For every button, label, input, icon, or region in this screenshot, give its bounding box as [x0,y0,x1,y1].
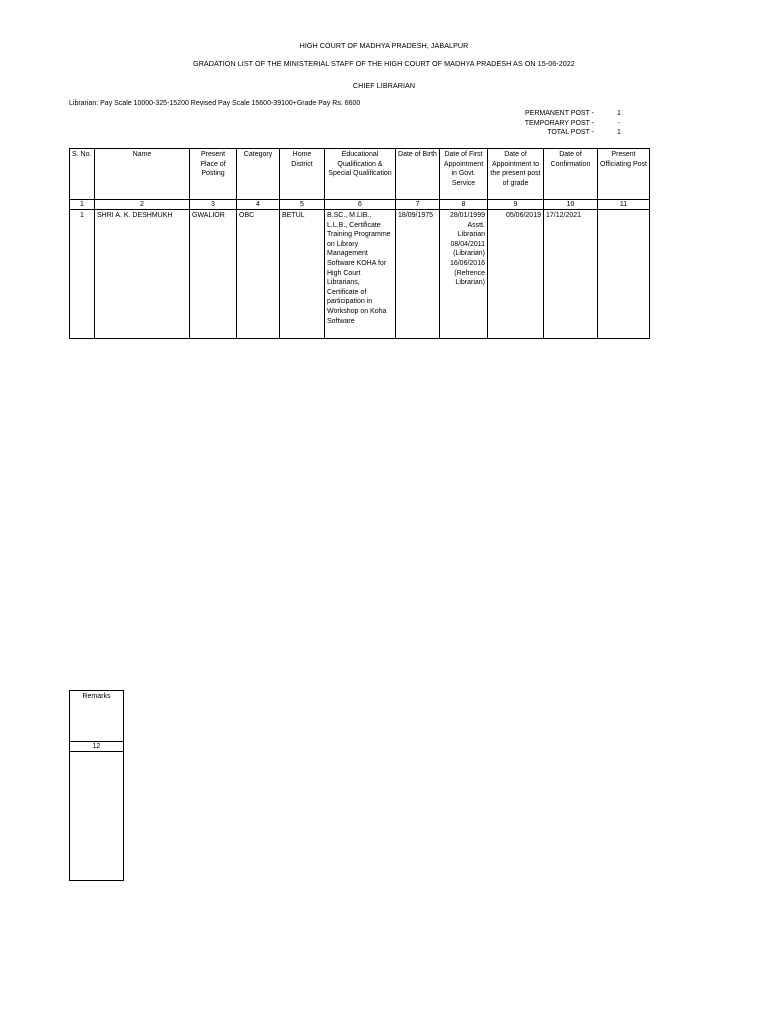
remarks-column-number: 12 [70,742,124,752]
table-row [70,210,650,339]
cell-first-appointment: 28/01/1999 Asstt. Librarian 08/04/2011 (Librarian) 16/06/2016 (Refrence Librarian) [440,210,488,339]
header-present-post-date: Date of Appointment to the present post of grade [488,149,544,200]
remarks-cell [70,752,124,881]
col-number: 8 [440,200,488,210]
total-post-label: TOTAL POST - [547,129,594,136]
gradation-list-title: GRADATION LIST OF THE MINISTERIAL STAFF OF THE HIGH COURT OF MADHYA PRADESH AS ON 15-06-2022 [193,59,575,68]
column-number-row [70,200,650,210]
col-number: 7 [396,200,440,210]
permanent-post-value: 1 [617,110,621,117]
cell-sno: 1 [70,210,95,339]
col-number: 4 [237,200,280,210]
cell-qualification: B.SC., M.LIB., L.L.B., Certificate Training Programme on Library Management Software KOHA for High Court Librarians, Certificate of participation in Workshop on Koha Software [325,210,396,339]
cell-dob: 18/09/1975 [396,210,440,339]
header-confirmation: Date of Confirmation [544,149,598,200]
permanent-post-label: PERMANENT POST - [525,110,594,117]
total-post-row [440,129,640,139]
pay-scale-text: Librarian: Pay Scale 10000-325-15200 Revised Pay Scale 15600-39100+Grade Pay Rs. 6600 [69,100,361,107]
header-dob: Date of Birth [396,149,440,200]
col-number: 11 [598,200,650,210]
header-qualification: Educational Qualification & Special Qualification [325,149,396,200]
gradation-table [69,148,650,339]
col-number: 1 [70,200,95,210]
post-title: CHIEF LIBRARIAN [352,81,416,90]
total-post-value: 1 [617,129,621,136]
col-number: 5 [280,200,325,210]
remarks-table [69,690,124,881]
table-header-row [70,149,650,200]
col-number: 2 [95,200,190,210]
cell-posting: GWALIOR [190,210,237,339]
cell-category: OBC [237,210,280,339]
col-number: 10 [544,200,598,210]
col-number: 6 [325,200,396,210]
header-first-appointment: Date of First Appointment in Govt. Service [440,149,488,200]
col-number: 9 [488,200,544,210]
header-category: Category [237,149,280,200]
header-name: Name [95,149,190,200]
cell-name: SHRI A. K. DESHMUKH [95,210,190,339]
col-number: 3 [190,200,237,210]
temporary-post-value: - [617,120,621,127]
header-posting: Present Place of Posting [190,149,237,200]
court-title: HIGH COURT OF MADHYA PRADESH, JABALPUR [299,41,469,50]
temporary-post-label: TEMPORARY POST - [524,120,594,127]
header-sno: S. No. [70,149,95,200]
cell-present-post-date: 05/06/2019 [488,210,544,339]
cell-confirmation: 17/12/2021 [544,210,598,339]
cell-district: BETUL [280,210,325,339]
header-district: Home District [280,149,325,200]
remarks-header: Remarks [70,691,124,742]
header-officiating: Present Officiating Post [598,149,650,200]
cell-officiating [598,210,650,339]
permanent-post-row [440,110,640,120]
